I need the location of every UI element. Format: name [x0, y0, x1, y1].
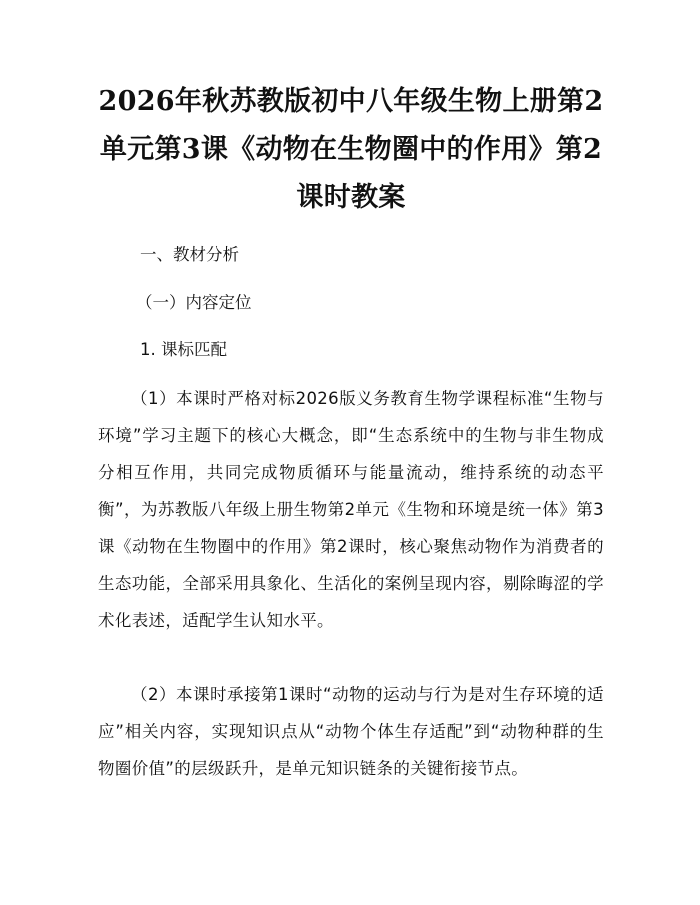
- subsection-heading-content-positioning: （一）内容定位: [136, 293, 252, 312]
- paragraph-curriculum-alignment: （1）本课时严格对标2026版义务教育生物学课程标准“生物与环境”学习主题下的核心大概念，即“生态系统中的生物与非生物成分相互作用，共同完成物质循环与能量流动，维持系统的动态平衡”，为苏教版八年级上册生物第2单元《生物和环境是统一体》第3课《动物在生物圈中的作用》第2课时，核心聚焦动物作为消费者的生态功能，全部采用具象化、生活化的案例呈现内容，剔除晦涩的学术化表述，适配学生认知水平。: [98, 389, 604, 630]
- paragraph-lesson-connection: （2）本课时承接第1课时“动物的运动与行为是对生存环境的适应”相关内容，实现知识点从“动物个体生存适配”到“动物种群的生物圈价值”的层级跃升，是单元知识链条的关键衔接节点。: [98, 685, 604, 778]
- document-title: 2026年秋苏教版初中八年级生物上册第2单元第3课《动物在生物圈中的作用》第2课时教案: [98, 86, 604, 213]
- section-heading-textbook-analysis: 一、教材分析: [140, 245, 239, 264]
- item-heading-curriculum-match: 1. 课标匹配: [140, 340, 227, 359]
